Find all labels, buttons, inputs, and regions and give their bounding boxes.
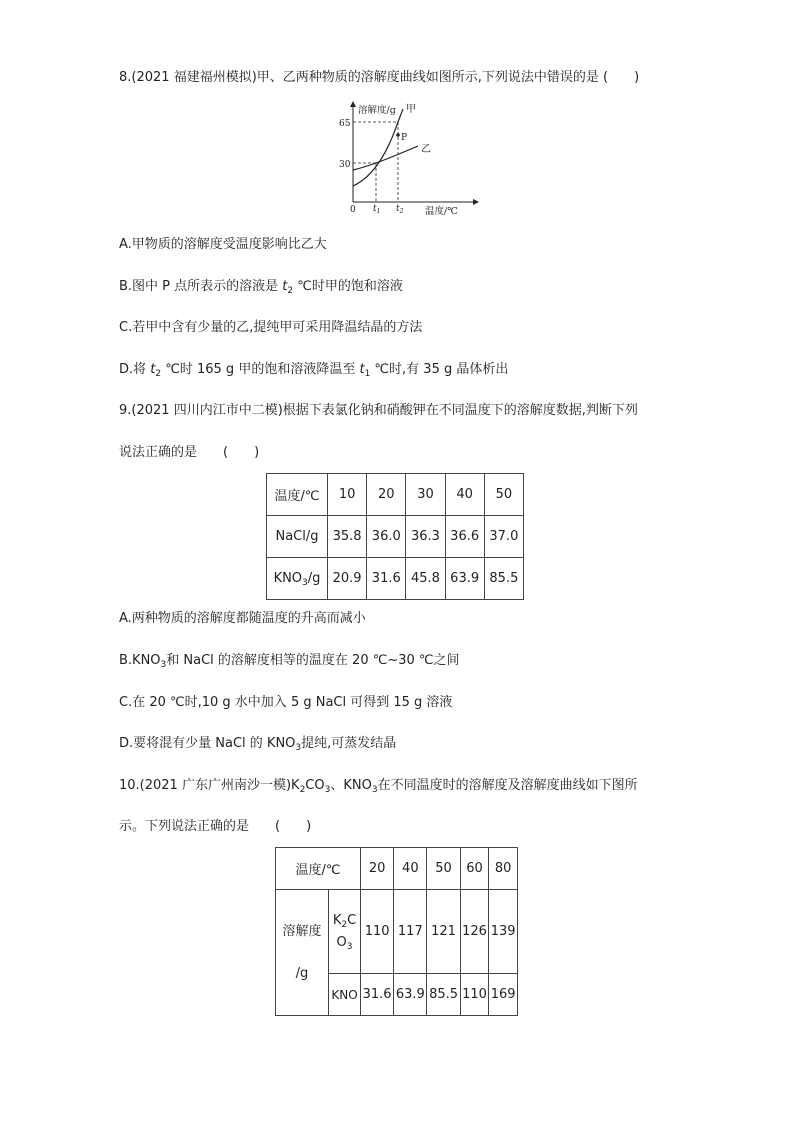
q8-option-a: A.甲物质的溶解度受温度影响比乙大 [119,237,327,252]
tick-65: 65 [339,119,351,129]
q10-stem-line1: 10.(2021 广东广州南沙一模)$K_2CO_3$、$KNO_3$在不同温度时的溶解度及溶解度曲线如下图所 [119,778,638,795]
tick-30: 30 [339,160,351,170]
q9-option-a: A.两种物质的溶解度都随温度的升高而减小 [119,611,366,626]
table-row: KNO 31.6 63.9 85.5 110 169 [276,974,518,1016]
table-row: 温度/℃ 20 40 50 60 80 [276,848,518,890]
y-axis-label: 溶解度/g [358,105,396,116]
series-yi-label: 乙 [421,144,431,155]
q8-option-d: D.将 $t_2$ ℃时 165 g 甲的饱和溶液降温至 $t_1$ ℃时,有 35 g 晶体析出 [119,362,509,379]
q8-option-b: B.图中 P 点所表示的溶液是 $t_2$ ℃时甲的饱和溶液 [119,279,403,296]
series-jia-label: 甲 [406,104,416,115]
table-row: 溶解度 /g $K_2C$ $O_3$ 110 117 121 126 139 [276,890,518,974]
point-p [396,133,400,137]
t1-label: $t_1$ [373,204,381,215]
q9-option-b: $B.KNO_3$和 NaCl 的溶解度相等的温度在 20 ℃~30 ℃之间 [119,653,460,670]
point-p-label: P [401,133,408,143]
table-row: NaCl/g 35.8 36.0 36.3 36.6 37.0 [267,516,524,558]
origin-label: 0 [350,205,356,215]
curve-jia [353,109,403,186]
q8-option-c: C.若甲中含有少量的乙,提纯甲可采用降温结晶的方法 [119,320,423,335]
x-axis-label: 温度/℃ [425,206,458,217]
q9-table [266,473,524,600]
table-row: 温度/℃ 10 20 30 40 50 [267,474,524,516]
curve-yi [353,146,418,170]
q9-stem-line1: 9.(2021 四川内江市中二模)根据下表氯化钠和硝酸钾在不同温度下的溶解度数据,判断下列 [119,403,638,418]
q10-stem-line2: 示。下列说法正确的是 ( ) [119,819,312,834]
q9-stem-line2: 说法正确的是 ( ) [119,445,260,460]
q9-option-c: C.在 20 ℃时,10 g 水中加入 5 g NaCl 可得到 15 g 溶液 [119,695,453,710]
t2-label: $t_2$ [396,204,404,215]
q9-option-d: D.要将混有少量 NaCl 的 $KNO_3$提纯,可蒸发结晶 [119,736,397,753]
solubility-chart [330,100,480,218]
q8-stem: 8.(2021 福建福州模拟)甲、乙两种物质的溶解度曲线如图所示,下列说法中错误的是 ( ) [119,70,640,85]
table-row: $KNO_3/g$ 20.9 31.6 45.8 63.9 85.5 [267,558,524,600]
q10-table [275,847,518,1016]
